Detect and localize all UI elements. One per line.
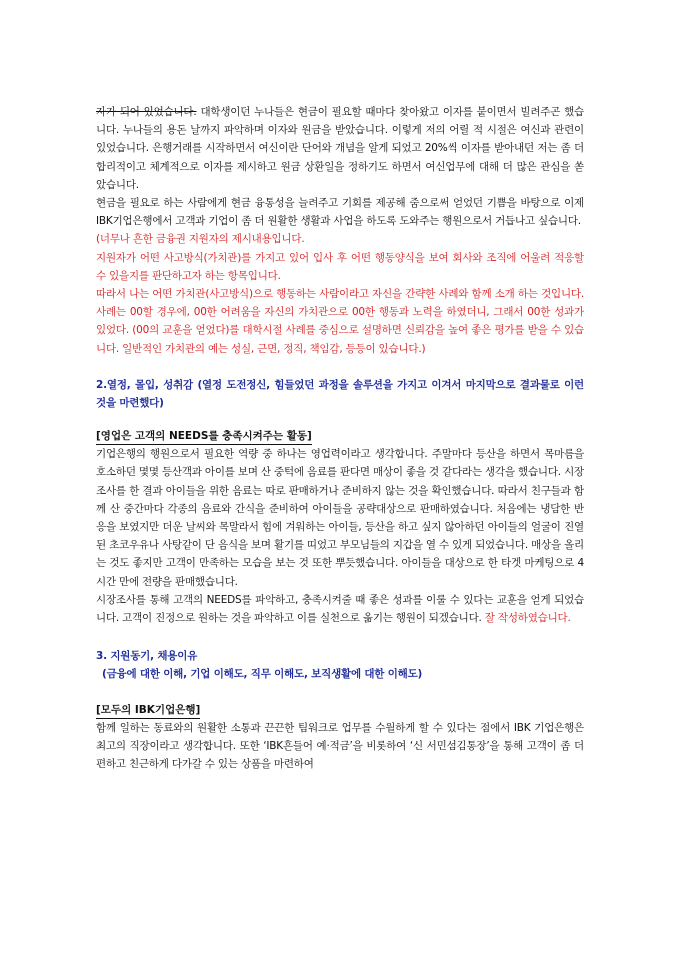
spacer [96, 412, 584, 424]
paragraph-2: 현금을 필요로 하는 사람에게 현금 융통성을 늘려주고 기회를 제공해 줌으로써 얻었던 기쁨을 바탕으로 이제 IBK기업은행에서 고객과 기업이 좀 더 원활한 생활과 사업을 하도록 도와주는 행원으로서 거듭나고 싶습니다. [96, 197, 584, 228]
section-3-subheading: [모두의 IBK기업은행] [96, 702, 200, 719]
struck-text: 자가 되어 있었습니다. [96, 106, 197, 118]
reviewer-note: (너무나 흔한 금융권 지원자의 제시내용입니다. 지원자가 어떤 사고방식(가치관)를 가지고 있어 입사 후 어떤 행동양식을 보여 회사와 조직에 어울려 적응할 수 있을지를 판단하고자 하는 항목입니다. 따라서 나는 어떤 가치관(사고방식)으로 행동하는 사람이라고 자신을 간략한 사례와 함께 소개 하는 것입니다. 사례는 00할 경우에, 00한 어려움을 자신의 가치관으로 00한 행동과 노력을 하였더니, 그래서 00한 성과가 있었다. (00의 교훈을 얻었다)를 대학시절 사례를 중심으로 설명하면 신뢰감을 높여 좋은 평가를 받을 수 있습니다. 일반적인 가치관의 예는 성실, 근면, 정직, 책임감, 등등이 있습니다.) [96, 233, 584, 355]
section-2-subheading: [영업은 고객의 NEEDS를 충족시켜주는 활동] [96, 428, 312, 445]
spacer [96, 684, 584, 698]
section-3-heading-detail: (금융에 대한 이해, 기업 이해도, 직무 이해도, 보직생활에 대한 이해도) [102, 668, 423, 681]
paragraph-1-text: 대학생이던 누나들은 현금이 필요할 때마다 찾아왔고 이자를 붙이면서 빌려주곤 했습니다. 누나들의 용돈 날까지 파악하며 이자와 원금을 받았습니다. 이렇게 저의 어릴 적 시절은 여신과 관련이 있었습니다. 은행거래를 시작하면서 여신이란 단어와 개념을 알게 되었고 20%씩 이자를 받아내던 저는 좀 더 합리적이고 체계적으로 이자를 제시하고 원금 상환일을 정하기도 하면서 여신업무에 대해 더 많은 관심을 쏟았습니다. [96, 106, 584, 191]
section-2-conclusion [96, 591, 584, 627]
section-2-heading: 2.열정, 몰입, 성취감 (열정 도전정신, 힘들었던 과정을 솔루션을 가지고 이겨서 마지막으로 결과물로 이런 것을 마련했다) [96, 378, 584, 410]
section-3-body: 함께 일하는 동료와의 원활한 소통과 끈끈한 팀워크로 업무를 수월하게 할 수 있다는 점에서 IBK 기업은행은 최고의 직장이라고 생각합니다. 또한 ‘IBK흔들어 예·적금’을 비롯하여 ‘신 서민섬김통장’을 통해 고객이 좀 더 편하고 친근하게 다가갈 수 있는 상품을 마련하여 [96, 721, 584, 771]
reviewer-comment: 잘 작성하였습니다. [481, 612, 571, 625]
section-2-conclusion-text: 시장조사를 통해 고객의 NEEDS를 파악하고, 충족시켜줄 때 좋은 성과를 이룰 수 있다는 교훈을 얻게 되었습니다. 고객이 진정으로 원하는 것을 파악하고 이를 실천으로 옮기는 행원이 되겠습니다. [96, 593, 584, 625]
essay-content [96, 103, 584, 773]
section-2-body: 기업은행의 행원으로서 필요한 역량 중 하나는 영업력이라고 생각합니다. 주말마다 등산을 하면서 목마름을 호소하던 몇몇 등산객과 아이를 보며 산 중턱에 음료를 판다면 매상이 좋을 것 같다라는 생각을 했습니다. 시장조사를 한 결과 아이들을 위한 음료는 따로 판매하거나 준비하지 않는 것을 확인했습니다. 따라서 친구들과 함께 산 중간마다 각종의 음료와 간식을 준비하여 아이들을 공략대상으로 판매하였습니다. 처음에는 냉담한 반응을 보였지만 더운 날씨와 목말라서 힘에 겨워하는 아이들, 등산을 하고 싶지 않아하던 아이들의 얼굴이 진열된 초코우유나 사탕같이 단 음식을 보며 활기를 띠었고 부모님들의 지갑을 열 수 있게 되었습니다. 매상을 올리는 것도 좋지만 고객이 만족하는 모습을 보는 것 또한 뿌듯했습니다. 아이들을 대상으로 한 타겟 마케팅으로 4시간 만에 전량을 판매했습니다. [96, 448, 584, 588]
spacer [96, 627, 584, 647]
section-3-heading: 3. 지원동기, 채용이유 [96, 650, 198, 663]
paragraph-1 [96, 103, 584, 194]
spacer [96, 358, 584, 376]
